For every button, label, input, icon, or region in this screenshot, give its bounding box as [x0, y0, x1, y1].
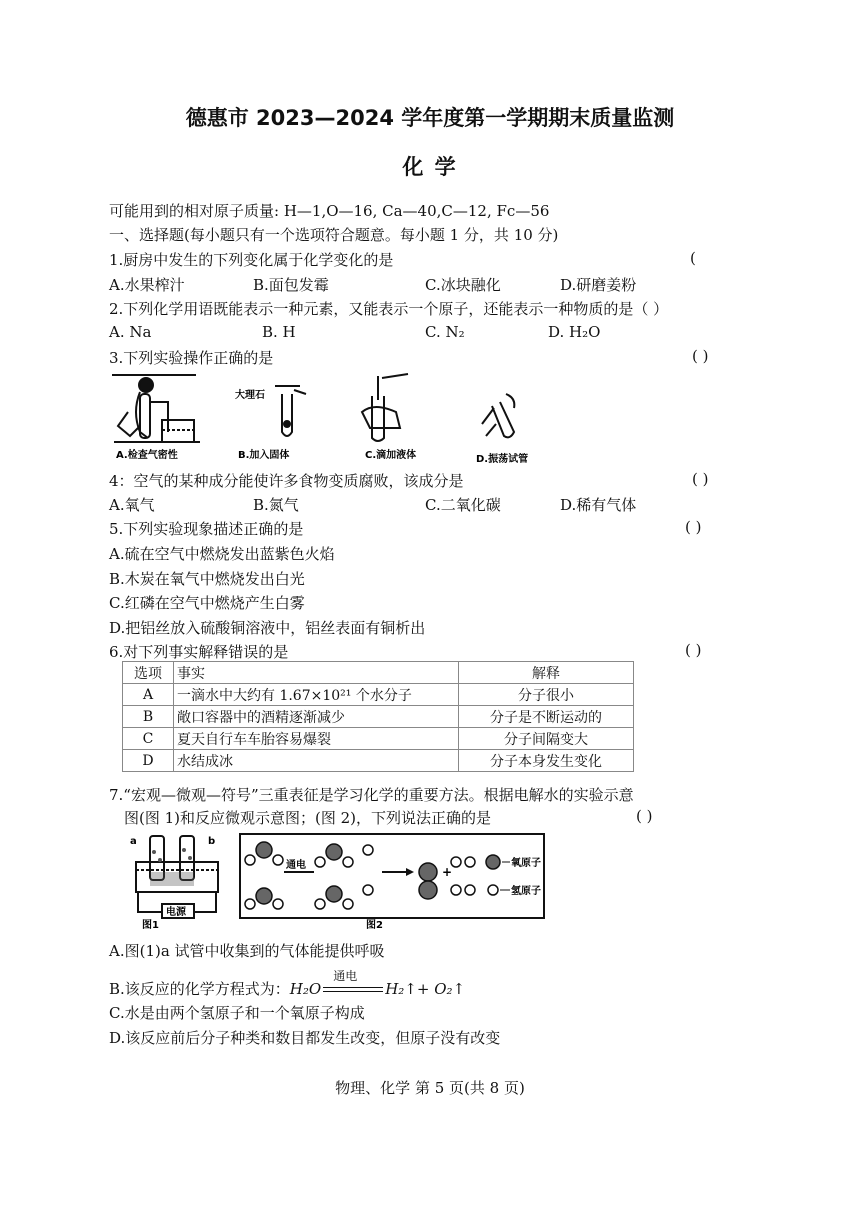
figure-b-add-solid: [275, 386, 306, 436]
equation-reactant: H₂O: [289, 980, 322, 998]
figure-d-shake-tube: [482, 394, 514, 437]
equation-condition-arrow: [323, 969, 383, 997]
q4-stem: 4：空气的某种成分能使许多食物变质腐败，该成分是: [109, 472, 464, 490]
q3-experiment-figures: [110, 372, 550, 470]
fig1-caption: 图1: [142, 920, 159, 930]
q7-figure1-electrolysis: [128, 832, 232, 930]
section-heading: 一、选择题(每小题只有一个选项符合题意。每小题 1 分，共 10 分): [109, 226, 559, 244]
table-row: [123, 750, 634, 772]
equation-condition: 通电: [333, 969, 358, 983]
row-fact: 水结成冰: [174, 750, 459, 772]
figure-c-drop-liquid: [362, 374, 408, 441]
q7-answer-bracket: ( ): [636, 807, 653, 825]
q5-option-a: A.硫在空气中燃烧发出蓝紫色火焰: [109, 545, 335, 563]
table-header-row: [123, 662, 634, 684]
row-explanation: 分子本身发生变化: [459, 750, 634, 772]
q7-option-d: D.该反应前后分子种类和数目都发生改变，但原子没有改变: [109, 1029, 501, 1047]
marble-label: 大理石: [235, 390, 265, 401]
row-option: A: [123, 684, 174, 706]
figure-c-caption: C.滴加液体: [365, 450, 417, 461]
q1-option-b: B.面包发霉: [253, 276, 329, 294]
header-option: 选项: [123, 662, 174, 684]
q4-option-b: B.氮气: [253, 496, 299, 514]
q4-answer-bracket: ( ): [692, 470, 709, 488]
q1-option-d: D.研磨姜粉: [560, 276, 637, 294]
row-fact: 一滴水中大约有 1.67×10²¹ 个水分子: [174, 684, 459, 706]
q2-option-c: C. N₂: [425, 323, 465, 341]
row-option: D: [123, 750, 174, 772]
row-explanation: 分子很小: [459, 684, 634, 706]
q5-option-c: C.红磷在空气中燃烧产生白雾: [109, 594, 305, 612]
q7-option-a: A.图(1)a 试管中收集到的气体能提供呼吸: [109, 942, 385, 960]
row-explanation: 分子间隔变大: [459, 728, 634, 750]
q2-option-b: B. H: [262, 323, 296, 341]
q7-stem-line2: 图(图 1)和反应微观示意图；(图 2)，下列说法正确的是: [124, 809, 492, 827]
row-option: C: [123, 728, 174, 750]
equation-products: H₂↑+ O₂↑: [385, 980, 466, 998]
q3-stem: 3.下列实验操作正确的是: [109, 349, 274, 367]
fig2-caption: 图2: [366, 920, 383, 930]
header-fact: 事实: [174, 662, 459, 684]
q7-option-c: C.水是由两个氢原子和一个氧原子构成: [109, 1004, 365, 1022]
q4-option-c: C.二氧化碳: [425, 496, 501, 514]
table-row: [123, 684, 634, 706]
legend-oxygen: 氧原子: [511, 858, 541, 869]
row-fact: 夏天自行车车胎容易爆裂: [174, 728, 459, 750]
fig1-label-a: a: [130, 836, 137, 847]
q6-answer-bracket: ( ): [685, 641, 702, 659]
q7-option-b-prefix: B.该反应的化学方程式为：: [109, 980, 290, 998]
fig2-arrow-label: 通电: [286, 860, 306, 871]
table-row: [123, 728, 634, 750]
q5-option-d: D.把铝丝放入硫酸铜溶液中，铝丝表面有铜析出: [109, 619, 426, 637]
q4-option-a: A.氧气: [109, 496, 155, 514]
q1-option-a: A.水果榨汁: [109, 276, 185, 294]
q3-answer-bracket: ( ): [692, 347, 709, 365]
q2-option-d: D. H₂O: [548, 323, 601, 341]
figure-a-caption: A.检查气密性: [116, 450, 178, 461]
q6-table: [122, 661, 634, 772]
q7-stem-line1: 7.“宏观—微观—符号”三重表征是学习化学的重要方法。根据电解水的实验示意: [109, 786, 634, 804]
row-option: B: [123, 706, 174, 728]
legend-hydrogen: 氢原子: [511, 886, 541, 897]
q5-stem: 5.下列实验现象描述正确的是: [109, 520, 304, 538]
q2-option-a: A. Na: [109, 323, 152, 341]
figure-a-airtightness: [112, 375, 200, 442]
q1-stem: 1.厨房中发生的下列变化属于化学变化的是: [109, 251, 394, 269]
q7-figure2-micro-diagram: [238, 832, 548, 930]
fig2-plus: +: [442, 865, 453, 879]
table-row: [123, 706, 634, 728]
q5-option-b: B.木炭在氧气中燃烧发出白光: [109, 570, 305, 588]
subject-title: 化 学: [402, 155, 458, 179]
fig1-label-b: b: [208, 836, 216, 847]
figure-d-caption: D.振荡试管: [476, 454, 529, 465]
page-footer: 物理、化学 第 5 页(共 8 页): [335, 1079, 525, 1097]
q1-answer-bracket: (: [690, 249, 696, 267]
q7-option-b: [109, 969, 466, 999]
fig1-power-label: 电源: [166, 907, 186, 918]
q5-answer-bracket: ( ): [685, 518, 702, 536]
figure-b-caption: B.加入固体: [238, 450, 290, 461]
exam-title: 德惠市 2023—2024 学年度第一学期期末质量监测: [185, 106, 675, 130]
q4-option-d: D.稀有气体: [560, 496, 637, 514]
atomic-mass-line: 可能用到的相对原子质量: H—1,O—16, Ca—40,C—12, Fc—56: [109, 202, 550, 220]
row-explanation: 分子是不断运动的: [459, 706, 634, 728]
q1-option-c: C.冰块融化: [425, 276, 501, 294]
q2-stem: 2.下列化学用语既能表示一种元素，又能表示一个原子，还能表示一种物质的是（ ）: [109, 300, 669, 318]
q6-stem: 6.对下列事实解释错误的是: [109, 643, 289, 661]
header-explanation: 解释: [459, 662, 634, 684]
row-fact: 敞口容器中的酒精逐渐减少: [174, 706, 459, 728]
